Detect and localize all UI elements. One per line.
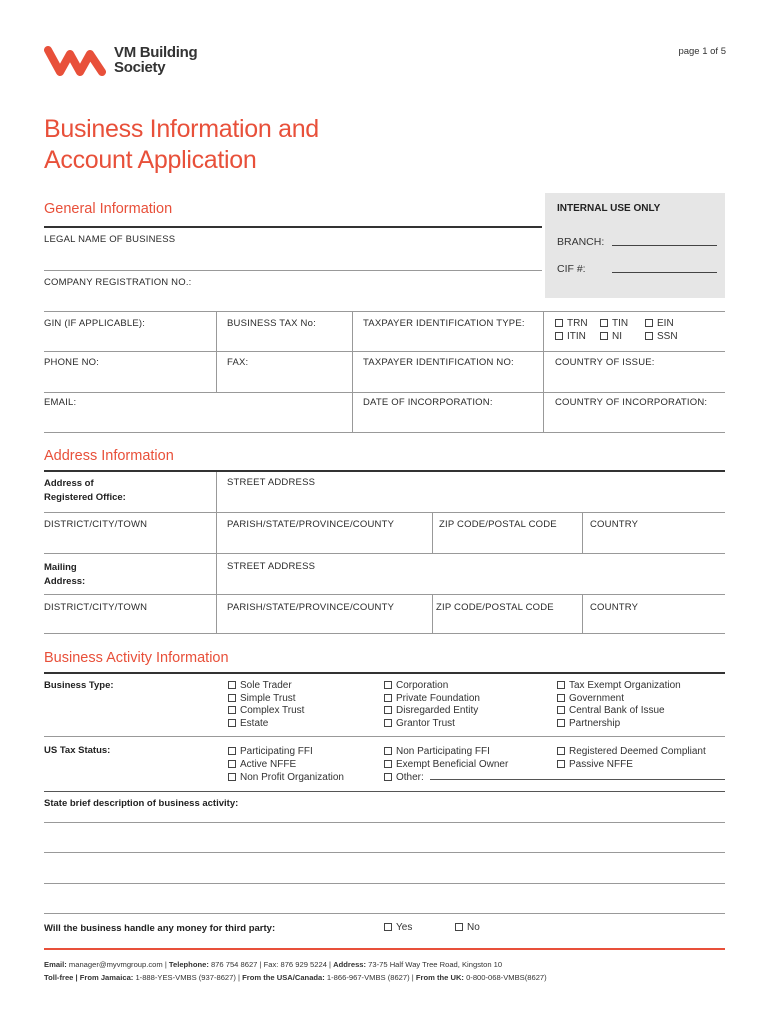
company-reg-label: COMPANY REGISTRATION NO.: — [44, 277, 192, 288]
checkbox-government[interactable]: Government — [557, 693, 681, 706]
registered-parish-label: PARISH/STATE/PROVINCE/COUNTY — [227, 519, 395, 530]
country-issue-label: COUNTRY OF ISSUE: — [555, 357, 655, 368]
description-label: State brief description of business activity: — [44, 798, 239, 809]
registered-district-label: DISTRICT/CITY/TOWN — [44, 519, 148, 530]
date-incorp-label: DATE OF INCORPORATION: — [363, 397, 493, 408]
business-type-col2 — [384, 680, 480, 730]
description-line-2[interactable] — [44, 852, 725, 853]
mailing-street-label: STREET ADDRESS — [227, 561, 316, 572]
page-indicator: page 1 of 5 — [678, 46, 726, 57]
checkbox-registered-deemed-compliant[interactable]: Registered Deemed Compliant — [557, 745, 706, 758]
taxpayer-id-no-label: TAXPAYER IDENTIFICATION NO: — [363, 357, 514, 368]
checkbox-non-participating-ffi[interactable]: Non Participating FFI — [384, 745, 508, 758]
footer-contact: Email: manager@myvmgroup.com | Telephone: 876 754 8627 | Fax: 876 929 5224 | Address: 73-75 Half Way Tree Road, Kingston 10 Toll-free | From Jamaica: 1-888-YES-VMBS (937-8627) | From the USA/Canada: 1-866-967-VMBS (8627) | From the UK: 0-800-068-VMBS(8627) — [44, 960, 547, 982]
general-info-heading: General Information — [44, 201, 173, 217]
fax-label: FAX: — [227, 357, 249, 368]
third-party-label: Will the business handle any money for third party: — [44, 923, 276, 934]
mailing-parish-label: PARISH/STATE/PROVINCE/COUNTY — [227, 602, 395, 613]
mailing-district-label: DISTRICT/CITY/TOWN — [44, 602, 148, 613]
checkbox-yes[interactable]: Yes — [384, 922, 412, 935]
branch-field[interactable] — [612, 245, 717, 246]
taxpayer-id-type-label: TAXPAYER IDENTIFICATION TYPE: — [363, 318, 525, 329]
page-title: Business Information and Account Application — [44, 115, 319, 174]
registered-street-label: STREET ADDRESS — [227, 477, 316, 488]
checkbox-central-bank[interactable]: Central Bank of Issue — [557, 705, 681, 718]
mailing-zip-label: ZIP CODE/POSTAL CODE — [436, 602, 554, 613]
address-info-heading: Address Information — [44, 448, 174, 464]
description-line-1[interactable] — [44, 822, 725, 823]
phone-label: PHONE NO: — [44, 357, 100, 368]
checkbox-ni[interactable]: NI — [600, 331, 622, 344]
business-activity-heading: Business Activity Information — [44, 650, 229, 666]
checkbox-tin[interactable]: TIN — [600, 318, 628, 331]
us-tax-col3 — [557, 745, 706, 771]
registered-country-label: COUNTRY — [590, 519, 639, 530]
logo-mark-icon — [44, 44, 108, 78]
internal-use-box — [545, 193, 725, 298]
checkbox-simple-trust[interactable]: Simple Trust — [228, 693, 304, 706]
footer-divider — [44, 948, 725, 950]
checkbox-exempt-beneficial-owner[interactable]: Exempt Beneficial Owner — [384, 758, 508, 771]
tax-type-options — [555, 318, 725, 344]
checkbox-no[interactable]: No — [455, 922, 480, 935]
business-tax-label: BUSINESS TAX No: — [227, 318, 316, 329]
checkbox-private-foundation[interactable]: Private Foundation — [384, 693, 480, 706]
logo — [44, 44, 204, 78]
checkbox-non-profit[interactable]: Non Profit Organization — [228, 771, 344, 784]
registered-zip-label: ZIP CODE/POSTAL CODE — [439, 519, 557, 530]
business-type-col1 — [228, 680, 304, 730]
gin-label: GIN (IF APPLICABLE): — [44, 318, 146, 329]
checkbox-partnership[interactable]: Partnership — [557, 718, 681, 731]
checkbox-complex-trust[interactable]: Complex Trust — [228, 705, 304, 718]
mailing-country-label: COUNTRY — [590, 602, 639, 613]
checkbox-ein[interactable]: EIN — [645, 318, 674, 331]
cif-label: CIF #: — [557, 263, 586, 275]
us-tax-label: US Tax Status: — [44, 745, 111, 756]
checkbox-ssn[interactable]: SSN — [645, 331, 678, 344]
legal-name-field[interactable] — [44, 270, 542, 271]
checkbox-corporation[interactable]: Corporation — [384, 680, 480, 693]
email-label: EMAIL: — [44, 397, 77, 408]
branch-label: BRANCH: — [557, 236, 605, 248]
country-incorp-label: COUNTRY OF INCORPORATION: — [555, 397, 708, 408]
checkbox-participating-ffi[interactable]: Participating FFI — [228, 745, 344, 758]
internal-use-heading: INTERNAL USE ONLY — [557, 203, 661, 214]
checkbox-sole-trader[interactable]: Sole Trader — [228, 680, 304, 693]
registered-office-label: Address of Registered Office: — [44, 478, 126, 503]
business-type-col3 — [557, 680, 681, 730]
checkbox-passive-nffe[interactable]: Passive NFFE — [557, 758, 706, 771]
cif-field[interactable] — [612, 272, 717, 273]
mailing-address-label: Mailing Address: — [44, 562, 86, 587]
checkbox-disregarded-entity[interactable]: Disregarded Entity — [384, 705, 480, 718]
checkbox-grantor-trust[interactable]: Grantor Trust — [384, 718, 480, 731]
checkbox-itin[interactable]: ITIN — [555, 331, 586, 344]
legal-name-label: LEGAL NAME OF BUSINESS — [44, 234, 176, 245]
checkbox-active-nffe[interactable]: Active NFFE — [228, 758, 344, 771]
checkbox-estate[interactable]: Estate — [228, 718, 304, 731]
checkbox-other[interactable]: Other: — [384, 771, 508, 784]
us-tax-col1 — [228, 745, 344, 784]
checkbox-trn[interactable]: TRN — [555, 318, 588, 331]
description-line-3[interactable] — [44, 883, 725, 884]
brand-name: VM Building Society — [114, 44, 198, 76]
business-type-label: Business Type: — [44, 680, 114, 691]
other-field[interactable] — [430, 779, 725, 780]
checkbox-tax-exempt[interactable]: Tax Exempt Organization — [557, 680, 681, 693]
